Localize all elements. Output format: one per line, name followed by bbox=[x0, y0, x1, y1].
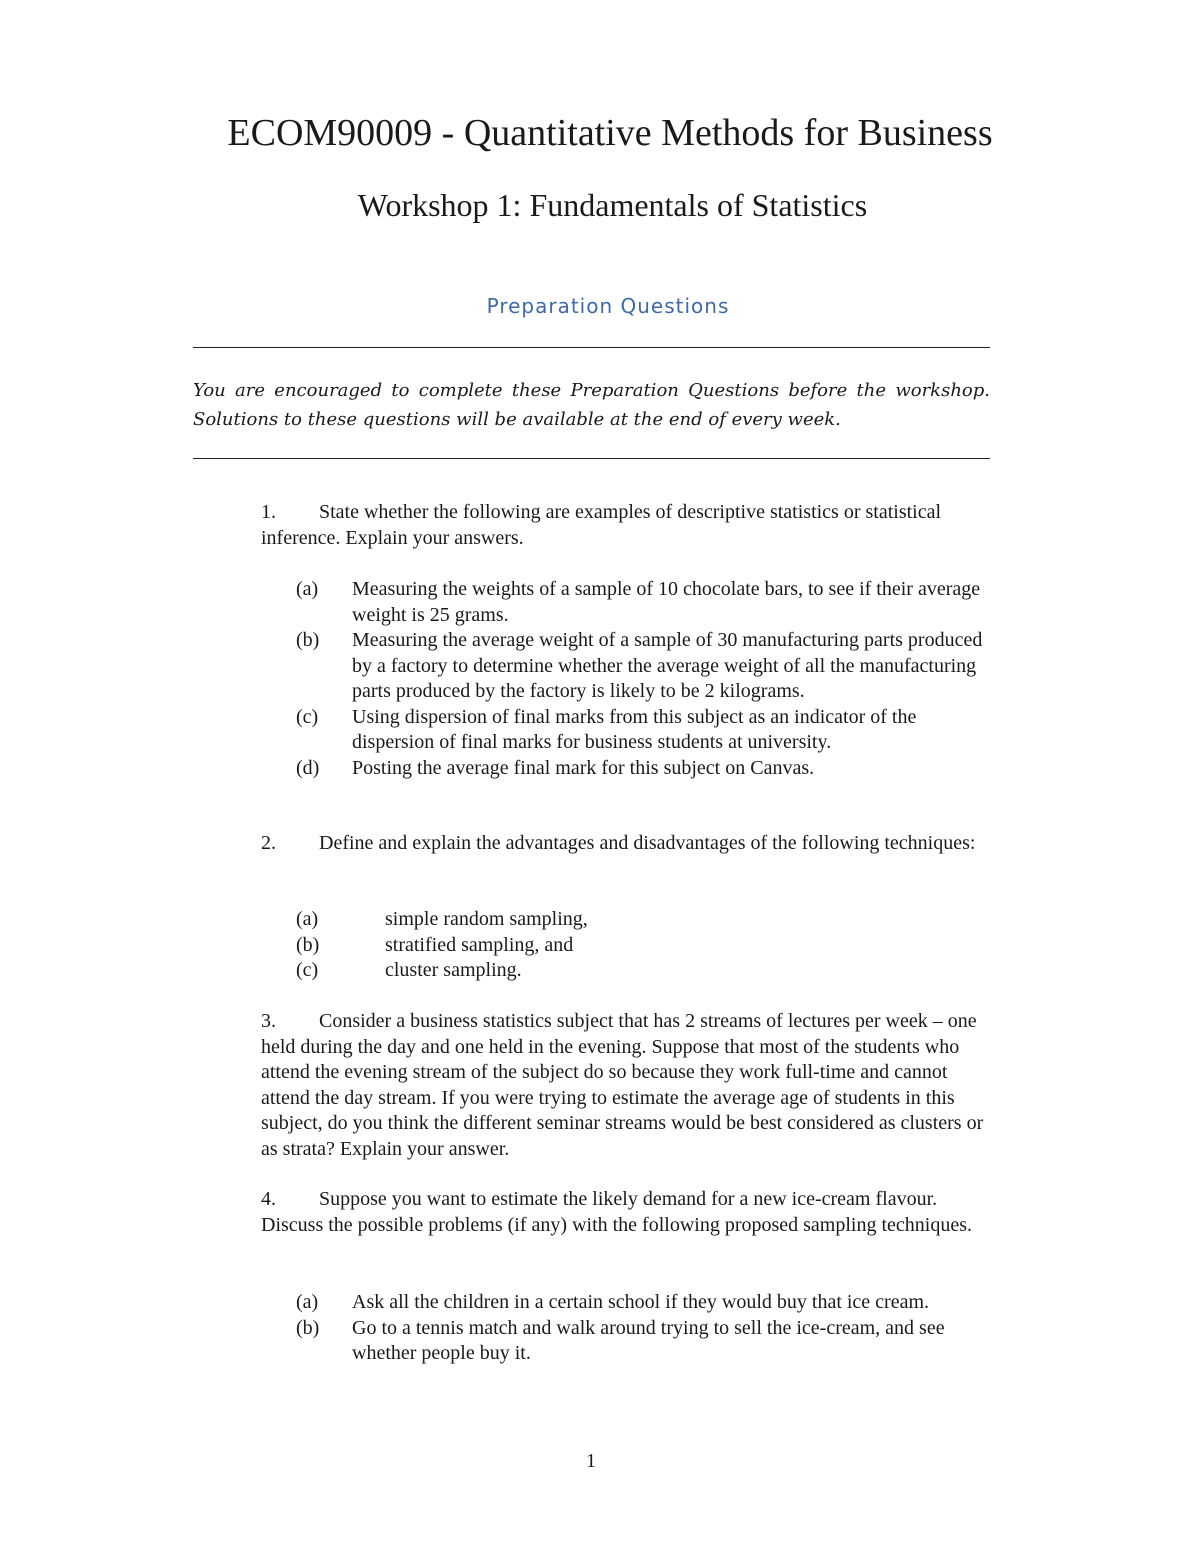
page-subtitle: Workshop 1: Fundamentals of Statistics bbox=[357, 187, 868, 223]
question-number: 2. bbox=[261, 832, 276, 854]
intro-line-2: Solutions to these questions will be available at the end of every week. bbox=[193, 409, 841, 430]
question-2 bbox=[261, 831, 991, 857]
question-1-parts bbox=[296, 577, 996, 781]
question-4-parts bbox=[296, 1290, 996, 1367]
page-title: ECOM90009 - Quantitative Methods for Business bbox=[227, 112, 993, 154]
part-text: Measuring the weights of a sample of 10 chocolate bars, to see if their average weight is 25 grams. bbox=[352, 578, 981, 626]
part-text: Go to a tennis match and walk around trying to sell the ice-cream, and see whether people buy it. bbox=[352, 1316, 945, 1364]
part-text: simple random sampling, bbox=[385, 908, 588, 930]
question-4 bbox=[261, 1187, 991, 1238]
list-item bbox=[296, 705, 996, 756]
list-item bbox=[296, 907, 996, 933]
part-label: (b) bbox=[296, 1316, 320, 1339]
list-item bbox=[296, 1290, 996, 1316]
list-item bbox=[296, 756, 996, 782]
list-item bbox=[296, 628, 996, 705]
part-label: (a) bbox=[296, 578, 319, 600]
page-number: 1 bbox=[586, 1450, 596, 1472]
list-item bbox=[296, 577, 996, 628]
question-text: Consider a business statistics subject that has 2 streams of lectures per week – one held during the day and one held in the evening. Suppose that most of the students who attend the evening stream of the subject do so because they work full-time and cannot attend the day stream. If you were trying to estimate the average age of students in this subject, do you think the different seminar streams would be best considered as clusters or as strata? Explain your answer. bbox=[261, 1010, 984, 1160]
part-text: Using dispersion of final marks from this subject as an indicator of the dispersion of final marks for business students at university. bbox=[352, 705, 917, 753]
question-2-parts bbox=[296, 907, 996, 984]
intro-line-1: You are encouraged to complete these Preparation Questions before the workshop. bbox=[193, 380, 990, 401]
part-label: (a) bbox=[296, 908, 319, 930]
question-text: Suppose you want to estimate the likely demand for a new ice-cream flavour. Discuss the possible problems (if any) with the following proposed sampling techniques. bbox=[261, 1188, 973, 1236]
question-number: 4. bbox=[261, 1188, 276, 1210]
part-label: (b) bbox=[296, 629, 320, 651]
intro-note bbox=[193, 376, 990, 434]
part-label: (a) bbox=[296, 1291, 319, 1313]
part-label: (d) bbox=[296, 756, 320, 779]
list-item bbox=[296, 958, 996, 984]
question-text: Define and explain the advantages and disadvantages of the following techniques: bbox=[319, 832, 976, 854]
part-label: (c) bbox=[296, 705, 319, 728]
part-label: (b) bbox=[296, 933, 320, 956]
part-label: (c) bbox=[296, 959, 319, 981]
list-item bbox=[296, 1316, 996, 1367]
part-text: Measuring the average weight of a sample of 30 manufacturing parts produced by a factory to determine whether the average weight of all the manufacturing parts produced by the factory is likely to be 2 kilograms. bbox=[352, 629, 983, 702]
question-number: 3. bbox=[261, 1010, 276, 1032]
section-heading: Preparation Questions bbox=[486, 294, 730, 318]
part-text: stratified sampling, and bbox=[385, 933, 574, 956]
question-3 bbox=[261, 1009, 991, 1162]
part-text: Posting the average final mark for this subject on Canvas. bbox=[352, 756, 815, 779]
question-1 bbox=[261, 500, 991, 551]
top-divider bbox=[193, 347, 990, 348]
question-text: State whether the following are examples of descriptive statistics or statistical inference. Explain your answers. bbox=[261, 501, 942, 549]
list-item bbox=[296, 933, 996, 959]
bottom-divider bbox=[193, 458, 990, 459]
part-text: cluster sampling. bbox=[385, 959, 522, 981]
part-text: Ask all the children in a certain school if they would buy that ice cream. bbox=[352, 1291, 930, 1313]
question-number: 1. bbox=[261, 501, 276, 523]
